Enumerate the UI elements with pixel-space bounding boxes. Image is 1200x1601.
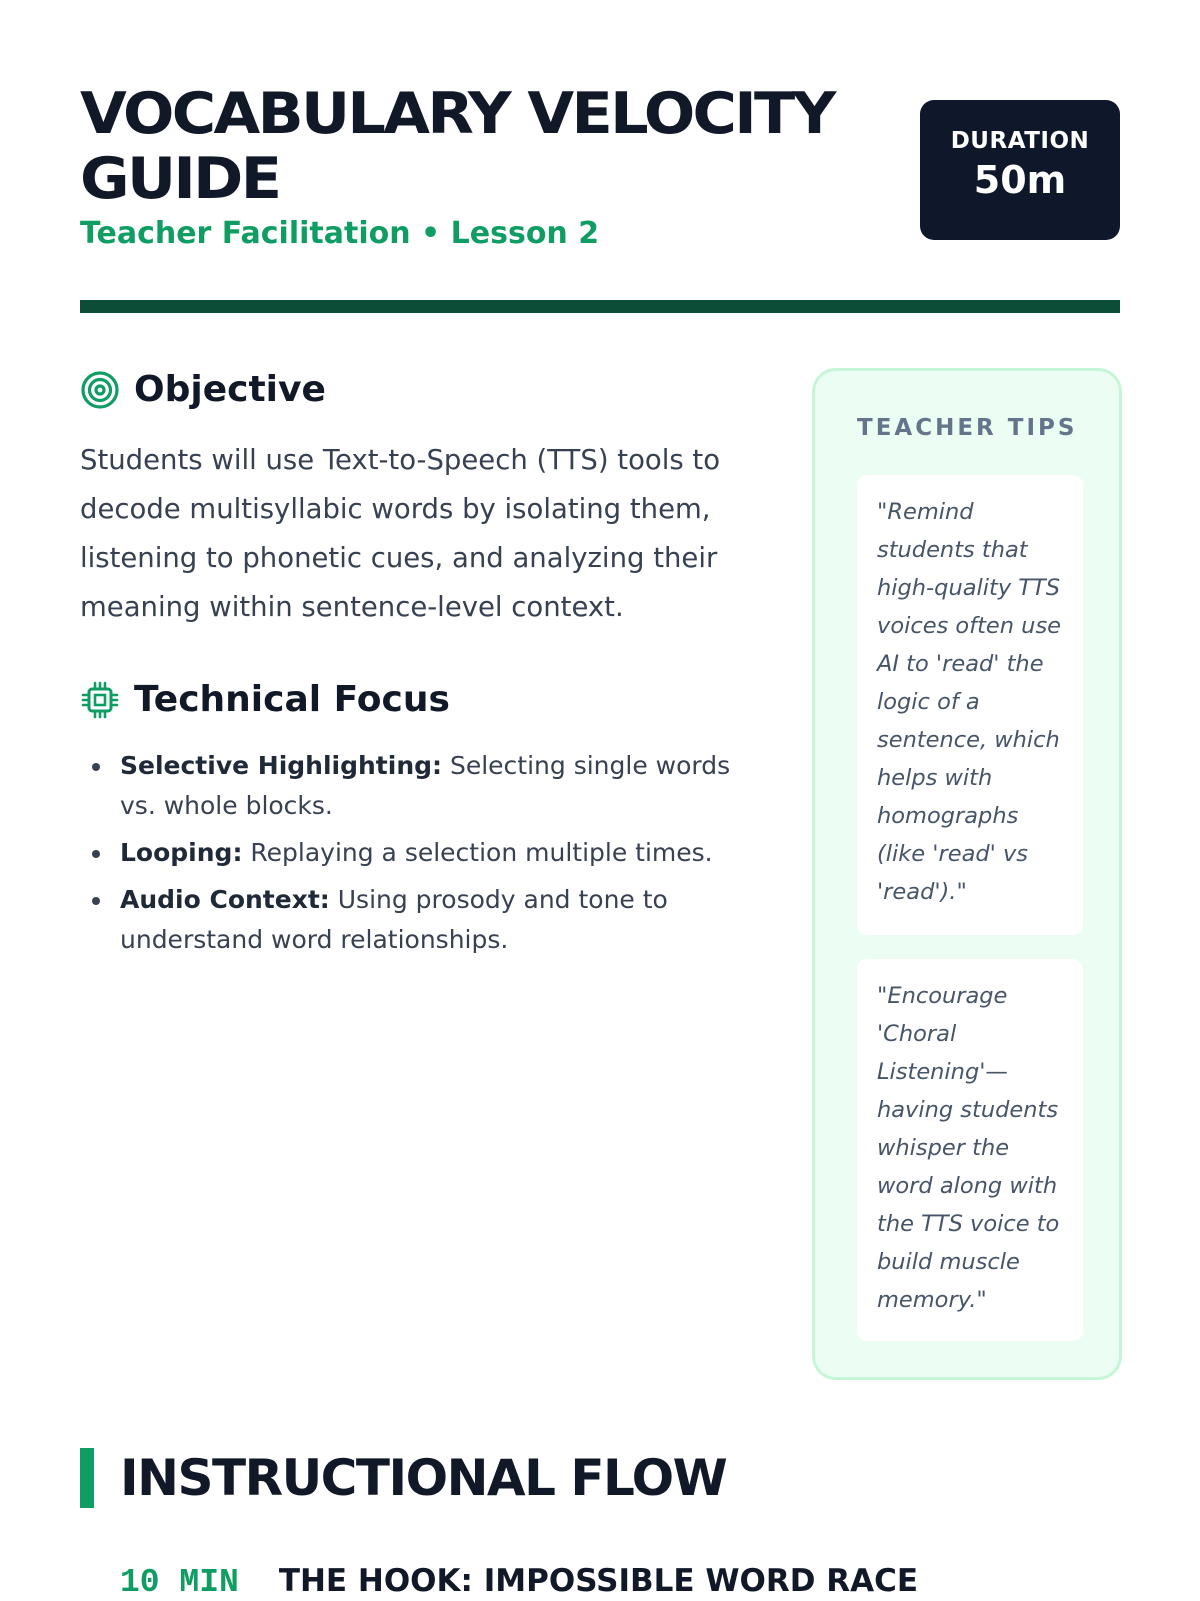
flow-step [120,1563,918,1601]
teacher-tips-panel [812,368,1122,1380]
header-divider [80,300,1120,313]
list-item [80,746,760,826]
technical-focus-list [80,746,760,960]
target-icon [80,370,120,410]
flow-step-title: THE HOOK: IMPOSSIBLE WORD RACE [278,1563,919,1599]
chip-icon [80,680,120,720]
objective-text: Students will use Text-to-Speech (TTS) tools to decode multisyllabic words by isolating them, listening to phonetic cues, and analyzing their meaning within sentence-level context. [80,444,721,623]
focus-term: Looping: [120,838,243,867]
page-title: VOCABULARY VELOCITY GUIDE [80,81,834,212]
page-header [80,82,1120,252]
focus-term: Selective Highlighting: [120,751,443,780]
focus-description: Selecting single words vs. whole blocks. [120,751,731,820]
flow-step-time: 10 MIN [120,1564,239,1601]
list-item [80,880,760,960]
bullet-dot [92,897,100,905]
tip-card: "Remind students that high-quality TTS voices often use AI to 'read' the logic of a sentence, which helps with homographs (like 'read' vs 'read')." [857,475,1083,935]
teacher-tips-label: TEACHER TIPS [857,415,1078,441]
technical-focus-heading [80,678,760,722]
focus-description: Using prosody and tone to understand word relationships. [120,885,668,954]
focus-term: Audio Context: [120,885,330,914]
duration-value: 50m [973,158,1067,202]
duration-label: DURATION [950,128,1090,154]
technical-focus-heading-text: Technical Focus [134,679,450,720]
main-column [80,368,760,967]
focus-description: Replaying a selection multiple times. [250,838,713,867]
page-subtitle: Teacher Facilitation • Lesson 2 [80,216,600,251]
bullet-dot [92,763,100,771]
duration-badge [920,100,1120,240]
list-item [80,833,760,873]
instructional-flow-title: INSTRUCTIONAL FLOW [120,1449,727,1507]
objective-heading [80,368,760,412]
bullet-dot [92,850,100,858]
tip-card: "Encourage 'Choral Listening'—having students whisper the word along with the TTS voice to build muscle memory." [857,959,1083,1341]
objective-heading-text: Objective [134,369,326,410]
instructional-flow-heading [80,1448,726,1508]
